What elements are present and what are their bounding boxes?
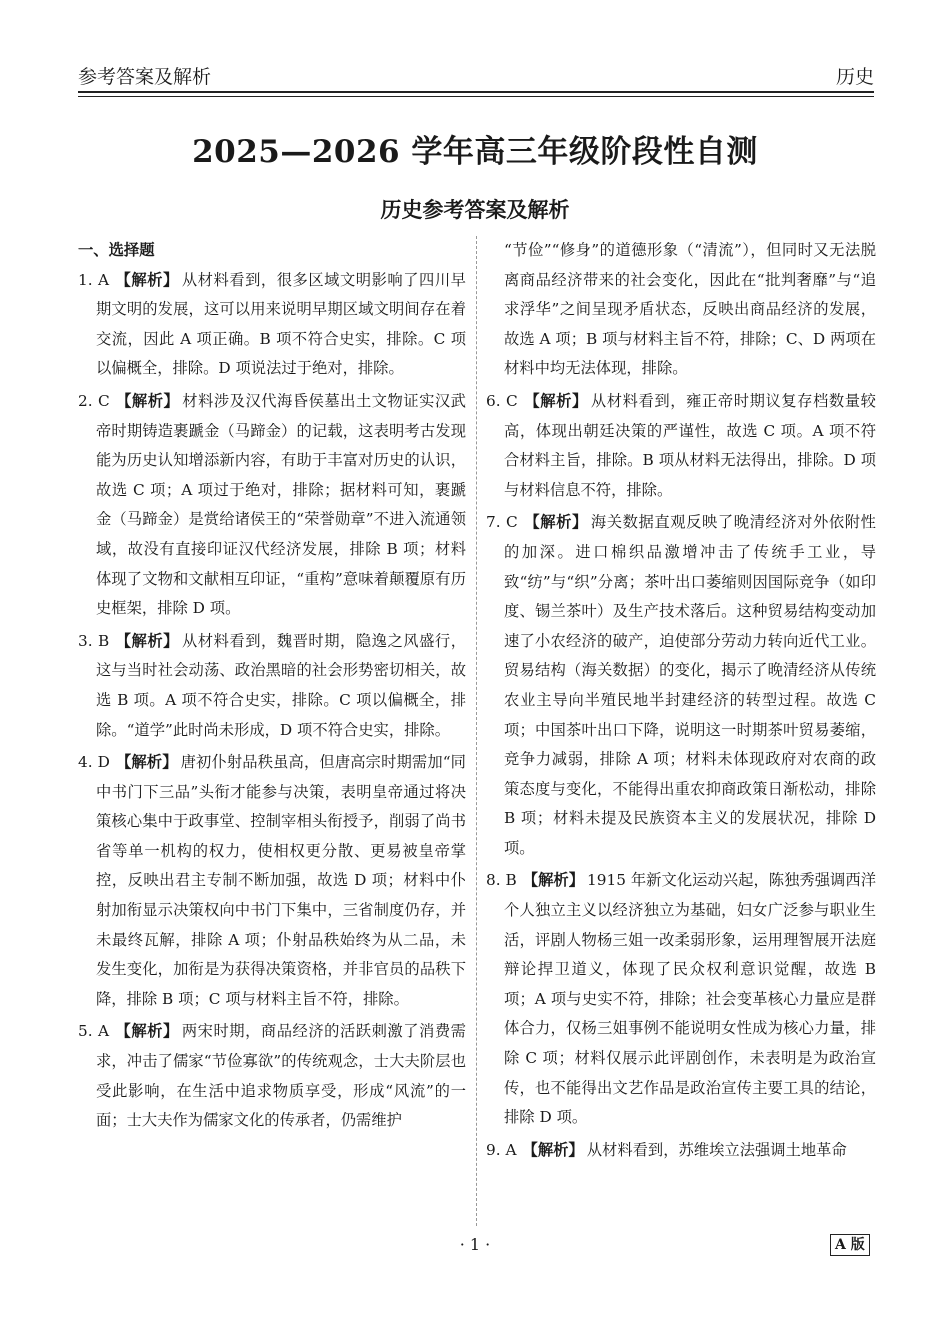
answer-item-5-continued (486, 236, 876, 384)
header-left-label: 参考答案及解析 (78, 66, 212, 88)
answer-text: 两宋时期，商品经济的活跃刺激了消费需求，冲击了儒家“节俭寡欲”的传统观念，士大夫阶层也受此影响，在生活中追求物质享受，形成“风流”的一面；士大夫作为儒家文化的传承者，仍需维护 (96, 1022, 466, 1130)
header-rule-thick (78, 91, 874, 93)
right-column (486, 236, 876, 1165)
answer-item-8 (486, 866, 876, 1132)
running-header (78, 60, 874, 90)
analysis-tag: 【解析】 (523, 391, 588, 410)
analysis-tag: 【解析】 (115, 753, 178, 772)
answer-text: 材料涉及汉代海昏侯墓出土文物证实汉武帝时期铸造裹蹏金（马蹄金）的记载，这表明考古发现能为历史认知增添新内容，有助于丰富对历史的认识，故选 C 项；A 项过于绝对，排除；据材料可知，裹蹏金（马蹄金）是赏给诸侯王的“荣誉勋章”不进入流通领域，故没有直接印证汉代经济发展，排除 B 项；材料体现了文物和文献相互印证，“重构”意味着颠覆原有历史框架，排除 D 项。 (96, 391, 466, 618)
answer-number: 5. A (78, 1022, 110, 1041)
header-rule-thin (78, 96, 874, 97)
answer-text: 1915 年新文化运动兴起，陈独秀强调西洋个人独立主义以经济独立为基础，妇女广泛参与职业生活，评剧人物杨三姐一改柔弱形象，运用理智展开法庭辩论捍卫道义，体现了民众权利意识觉醒，故选 B 项；A 项与史实不符，排除；社会变革核心力量应是群体合力，仅杨三姐事例不能说明女性成为核心力量，排除 C 项；材料仅展示此评剧创作，未表明是为政治宣传，也不能得出文艺作品是政治宣传主要工具的结论，排除 D 项。 (504, 871, 876, 1127)
analysis-tag: 【解析】 (115, 270, 179, 289)
answer-number: 6. C (486, 391, 518, 410)
analysis-tag: 【解析】 (522, 871, 585, 890)
column-divider (476, 236, 477, 1226)
answer-number: 7. C (486, 513, 518, 532)
answer-item-6 (486, 387, 876, 505)
answer-item-1 (78, 266, 466, 384)
answer-item-4 (78, 748, 466, 1014)
page-number: · 1 · (459, 1235, 491, 1254)
answer-text: “节俭”“修身”的道德形象（“清流”），但同时又无法脱离商品经济带来的社会变化，因此在“批判奢靡”与“追求浮华”之间呈现矛盾状态，反映出商品经济的发展，故选 A 项；B 项与材料主旨不符，排除；C、D 两项在材料中均无法体现，排除。 (504, 241, 876, 378)
answer-number: 1. A (78, 270, 110, 289)
answer-text: 从材料看到，很多区域文明影响了四川早期文明的发展，这可以用来说明早期区域文明间存在着交流，因此 A 项正确。B 项不符合史实，排除。C 项以偏概全，排除。D 项说法过于绝对，排除。 (96, 270, 466, 378)
version-badge: A 版 (830, 1234, 870, 1256)
answer-item-9 (486, 1136, 876, 1166)
analysis-tag: 【解析】 (523, 513, 588, 532)
answer-text: 唐初仆射品秩虽高，但唐高宗时期需加“同中书门下三品”头衔才能参与决策，表明皇帝通过将决策核心集中于政事堂、控制宰相头衔授予，削弱了尚书省等单一机构的权力，使相权更分散、更易被皇帝掌控，反映出君主专制不断加强，故选 D 项；材料中仆射加衔显示决策权向中书门下集中，三省制度仍存，并未最终瓦解，排除 A 项；仆射品秩始终为从二品，未发生变化，加衔是为获得决策资格，并非官员的品秩下降，排除 B 项；C 项与材料主旨不符，排除。 (96, 753, 466, 1008)
page-title: 2025—2026 学年高三年级阶段性自测 (192, 134, 758, 170)
answer-number: 9. A (486, 1140, 517, 1159)
analysis-tag: 【解析】 (115, 1022, 179, 1041)
analysis-tag: 【解析】 (522, 1140, 584, 1159)
answer-text: 从材料看到，雍正帝时期议复存档数量较高，体现出朝廷决策的严谨性，故选 C 项。A 项不符合材料主旨，排除。B 项从材料无法得出，排除。D 项与材料信息不符，排除。 (504, 391, 876, 499)
answer-item-7 (486, 508, 876, 863)
analysis-tag: 【解析】 (115, 631, 179, 650)
page-subtitle: 历史参考答案及解析 (380, 197, 570, 222)
answer-number: 2. C (78, 391, 110, 410)
answer-item-3 (78, 627, 466, 745)
answer-number: 3. B (78, 631, 110, 650)
answer-item-2 (78, 387, 466, 624)
answer-text: 从材料看到，苏维埃立法强调土地革命 (586, 1140, 847, 1159)
answer-text: 海关数据直观反映了晚清经济对外依附性的加深。进口棉织品激增冲击了传统手工业，导致“纺”与“织”分离；茶叶出口萎缩则因国际竞争（如印度、锡兰茶叶）及生产技术落后。这种贸易结构变动加速了小农经济的破产，迫使部分劳动力转向近代工业。贸易结构（海关数据）的变化，揭示了晚清经济从传统农业主导向半殖民地半封建经济的转型过程。故选 C 项；中国茶叶出口下降，说明这一时期茶叶贸易萎缩，竞争力减弱，排除 A 项；材料未体现政府对农商的政策态度与变化，不能得出重农抑商政策日渐松动，排除 B 项；材料未提及民族资本主义的发展状况，排除 D 项。 (504, 513, 876, 857)
answer-number: 8. B (486, 871, 517, 890)
answer-text: 从材料看到，魏晋时期，隐逸之风盛行，这与当时社会动荡、政治黑暗的社会形势密切相关，故选 B 项。A 项不符合史实，排除。C 项以偏概全，排除。“道学”此时尚未形成，D 项不符合史实，排除。 (96, 631, 466, 739)
analysis-tag: 【解析】 (115, 391, 180, 410)
header-subject-label: 历史 (835, 66, 874, 88)
answer-item-5 (78, 1017, 466, 1135)
section-heading: 一、选择题 (78, 241, 155, 259)
left-column (78, 236, 466, 1136)
answer-number: 4. D (78, 753, 110, 772)
